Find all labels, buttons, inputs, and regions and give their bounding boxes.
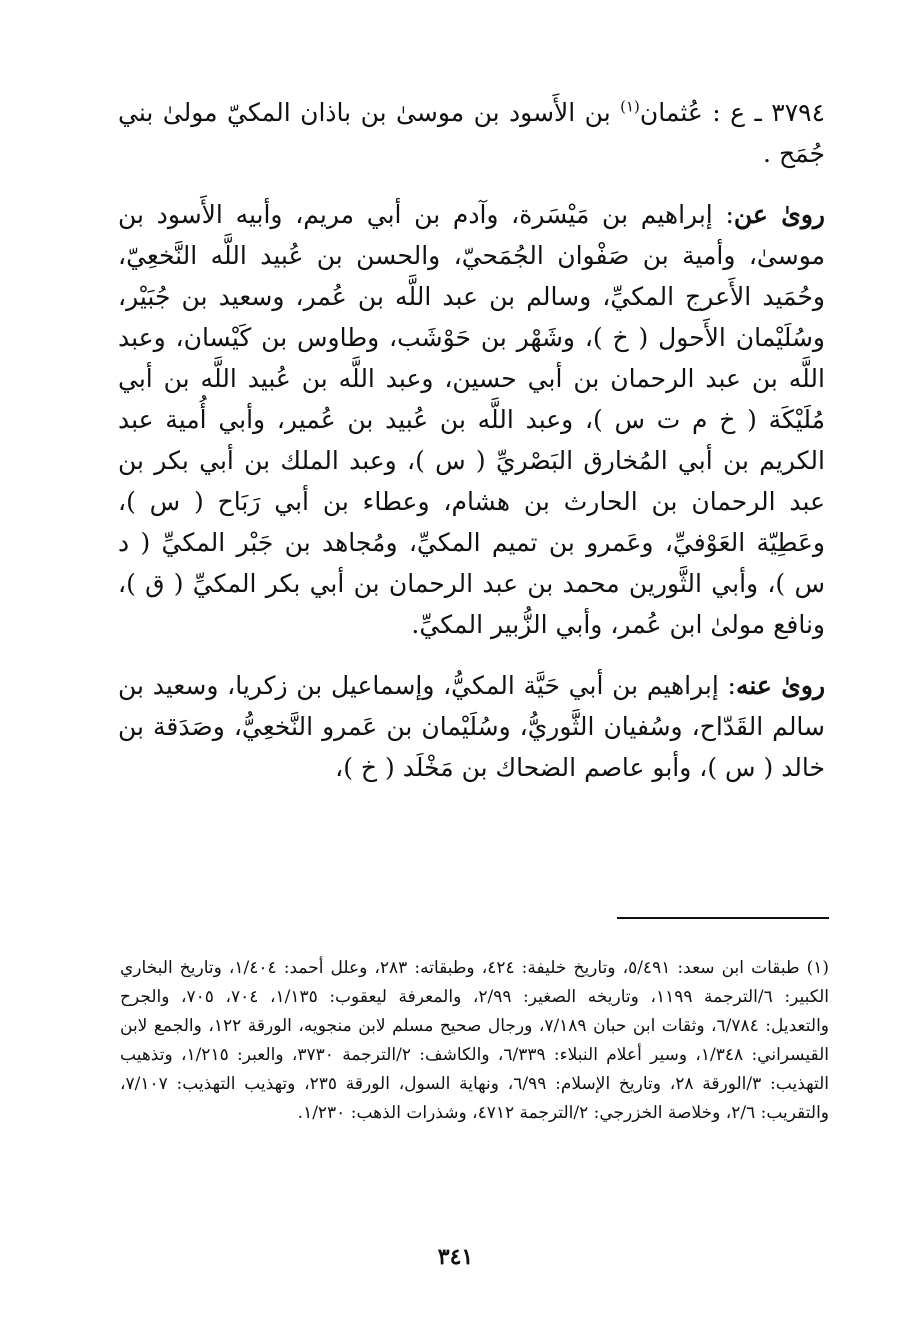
footnote: (١) طبقات ابن سعد: ٥/٤٩١، وتاريخ خليفة: ٤٢٤، وطبقاته: ٢٨٣، وعلل أحمد: ١/٤٠٤، وتاريخ البخاري الكبير: ٦/الترجمة ١١٩٩، وتاريخه الصغير: ٢/٩٩، والمعرفة ليعقوب: ١/١٣٥، ٧٠٤، ٧٠٥، والجرح والتعديل: ٦/٧٨٤، وثقات ابن حبان ٧/١٨٩، ورجال صحيح مسلم لابن منجويه، الورقة ١٢٢، والجمع لابن القيسراني: ١/٣٤٨، وسير أعلام النبلاء: ٦/٣٣٩، والكاشف: ٢/الترجمة ٣٧٣٠، والعبر: ١/٢١٥، وتذهيب التهذيب: ٣/الورقة ٢٨، وتاريخ الإسلام: ٦/٩٩، ونهاية السول، الورقة ٢٣٥، وتهذيب التهذيب: ٧/١٠٧، والتقريب: ٢/٦، وخلاصة الخزرجي: ٢/الترجمة ٤٧١٢، وشذرات الذهب: ١/٢٣٠.: [120, 958, 830, 1123]
narrated-from-label: روىٰ عن: [733, 200, 825, 229]
entry-heading: [118, 92, 825, 174]
narrated-from-paragraph: [118, 194, 825, 645]
page-number: ٣٤١: [437, 1244, 474, 1270]
narrated-by-label: روىٰ عنه: [735, 671, 826, 700]
footnote-reference: (١): [620, 97, 640, 116]
entry-title-rest: بن الأَسود بن موسىٰ بن باذان المكيّ مولىٰ بني جُمَح .: [118, 98, 825, 168]
narrated-by-text: : إبراهيم بن أبي حَيَّة المكيُّ، وإسماعيل بن زكريا، وسعيد بن سالم القَدّاح، وسُفيان الثَّوريُّ، وسُلَيْمان بن عَمرو النَّخعِيُّ، وصَدَقة بن خالد ( س )، وأبو عاصم الضحاك بن مَخْلَد ( خ )،: [118, 671, 825, 782]
narrated-from-text: : إبراهيم بن مَيْسَرة، وآدم بن أبي مريم، وأبيه الأَسود بن موسىٰ، وأمية بن صَفْوان الجُمَحيّ، والحسن بن عُبيد اللَّه النَّخعِيّ، وحُمَيد الأَعرج المكيِّ، وسالم بن عبد اللَّه بن عُمر، وسعيد بن جُبَيْر، وسُلَيْمان الأَحول ( خ )، وشَهْر بن حَوْشَب، وطاوس بن كَيْسان، وعبد اللَّه بن عبد الرحمان بن أبي حسين، وعبد اللَّه بن عُبيد اللَّه بن أبي مُلَيْكَة ( خ م ت س )، وعبد اللَّه بن عُبيد بن عُمير، وأبي أُمية عبد الكريم بن أبي المُخارق البَصْريِّ ( س )، وعبد الملك بن أبي بكر بن عبد الرحمان بن الحارث بن هشام، وعطاء بن أبي رَبَاح ( س )، وعَطِيّة العَوْفيِّ، وعَمرو بن تميم المكيِّ، ومُجاهد بن جَبْر المكيِّ ( د س )، وأبي الثَّورين محمد بن عبد الرحمان بن أبي بكر المكيِّ ( ق )، ونافع مولىٰ ابن عُمر، وأبي الزُّبير المكيِّ.: [118, 200, 825, 639]
footnote-separator: [617, 917, 829, 919]
main-text: [118, 92, 825, 788]
entry-title: ٣٧٩٤ ـ ع : عُثمان: [639, 98, 825, 127]
narrated-by-paragraph: [118, 665, 825, 788]
